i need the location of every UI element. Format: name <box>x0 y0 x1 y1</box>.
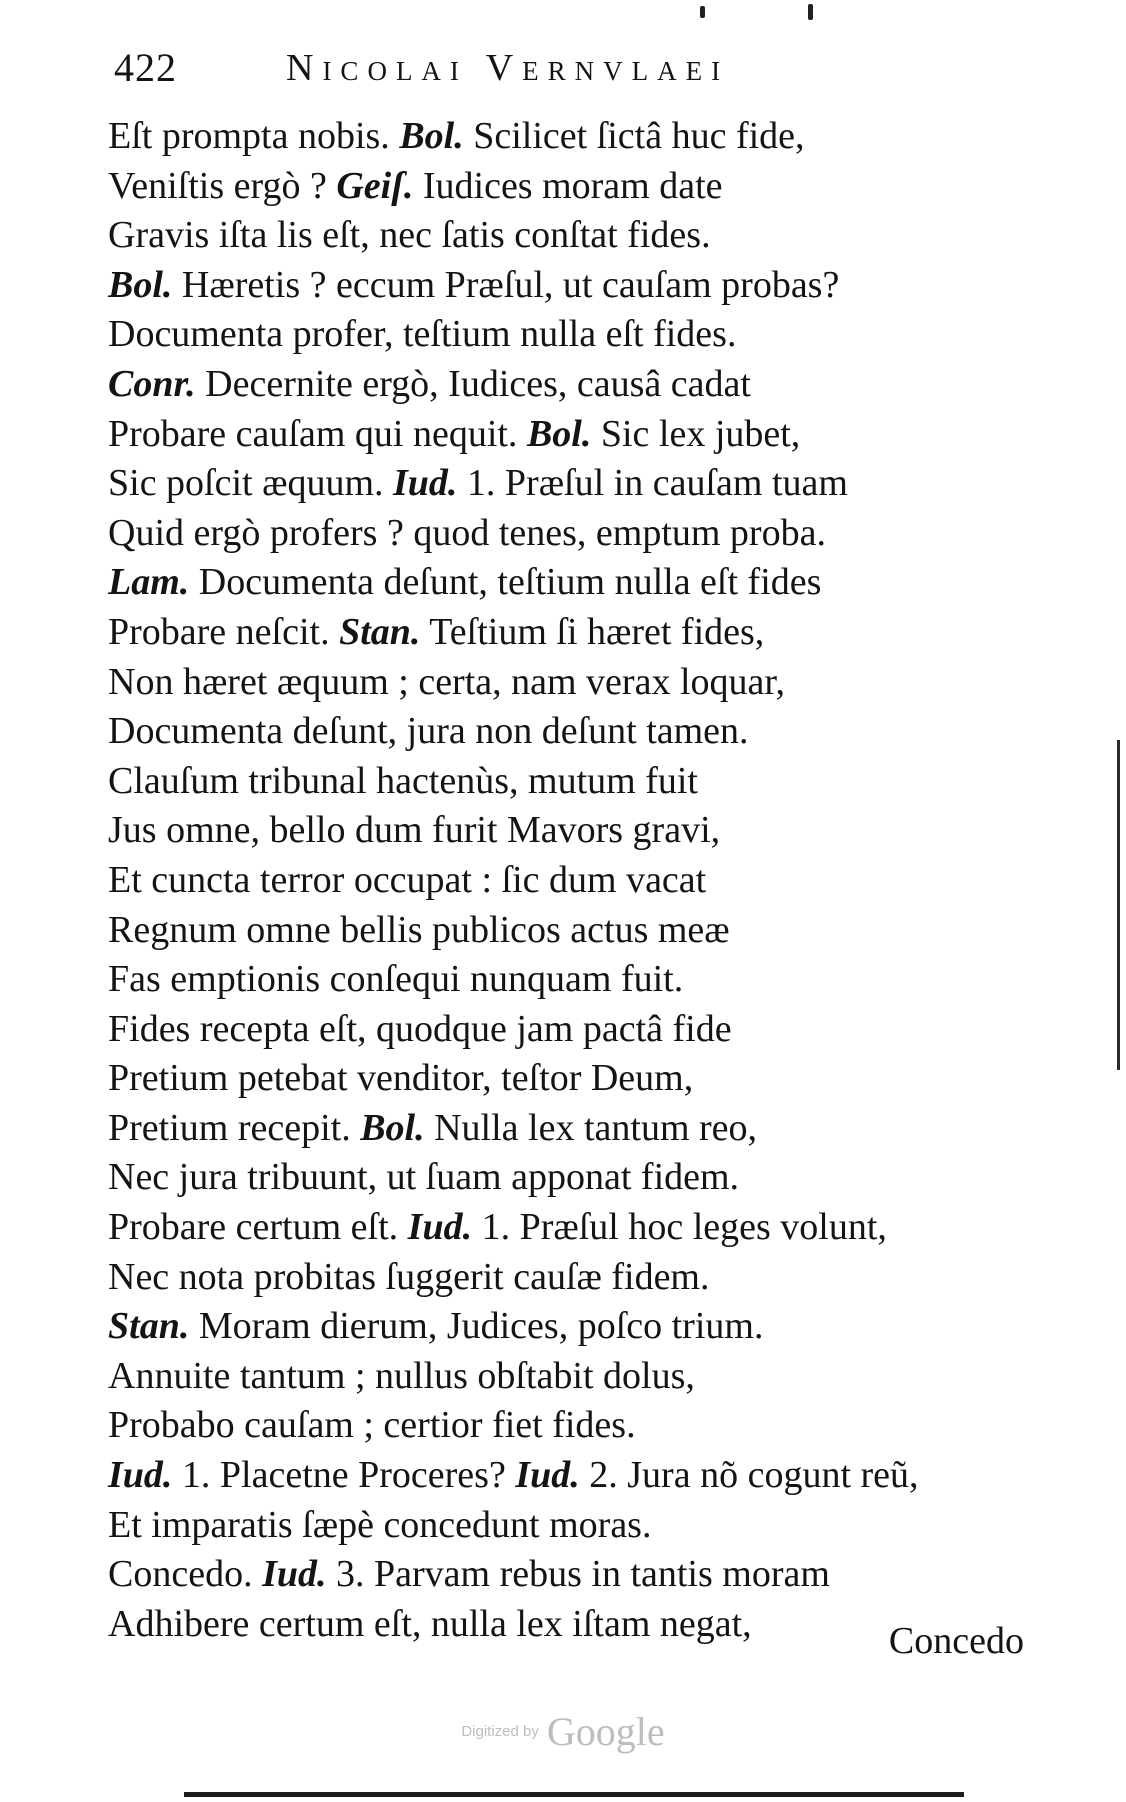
verse-line <box>108 509 1038 559</box>
verse-line <box>108 806 1038 856</box>
ink-speck <box>808 4 813 20</box>
verse-text: Moram dierum, Judices, poſco trium. <box>189 1305 764 1348</box>
verse-line <box>108 310 1038 360</box>
watermark-brand: Google <box>546 1709 665 1754</box>
verse-text: Veniſtis ergò ? <box>108 164 337 207</box>
verse-line <box>108 955 1038 1005</box>
catchword: Concedo <box>888 1620 1024 1662</box>
verse-line <box>108 1302 1038 1352</box>
verse-line <box>108 162 1038 212</box>
speaker-label: Stan. <box>339 610 421 653</box>
verse-text-block <box>108 112 1038 1649</box>
speaker-label: Iud. <box>407 1206 473 1249</box>
speaker-label: Iud. <box>515 1454 580 1497</box>
verse-text: Documenta deſunt, teſtium nulla eſt fides <box>189 561 822 604</box>
verse-line <box>108 1054 1038 1104</box>
verse-line <box>108 757 1038 807</box>
verse-line <box>108 360 1038 410</box>
speaker-label: Bol. <box>526 412 592 455</box>
verse-line <box>108 1153 1038 1203</box>
verse-text: Adhibere certum eſt, nulla lex iſtam negat, <box>108 1602 752 1645</box>
speaker-label: Iud. <box>393 462 458 505</box>
watermark-prefix: Digitized by <box>461 1723 539 1740</box>
verse-text: Annuite tantum ; nullus obſtabit dolus, <box>108 1354 695 1397</box>
verse-text: Concedo. <box>108 1553 263 1596</box>
verse-text: Quid ergò profers ? quod tenes, emptum proba. <box>108 511 826 554</box>
speaker-label: Stan. <box>108 1305 190 1348</box>
verse-text: Nec jura tribuunt, ut ſuam apponat fidem. <box>108 1156 740 1199</box>
verse-line <box>108 658 1038 708</box>
verse-line <box>108 1501 1038 1551</box>
verse-line <box>108 856 1038 906</box>
verse-line <box>108 707 1038 757</box>
verse-text: Nec nota probitas ſuggerit cauſæ fidem. <box>108 1255 710 1298</box>
verse-line <box>108 608 1038 658</box>
bottom-binding-rule <box>184 1792 964 1797</box>
verse-line <box>108 1550 1038 1600</box>
speaker-label: Conr. <box>108 362 196 405</box>
speaker-label: Iud. <box>262 1553 327 1596</box>
verse-line <box>108 211 1038 261</box>
verse-text: 1. Placetne Proceres? <box>172 1454 516 1497</box>
verse-text: Documenta profer, teſtium nulla eſt fides. <box>108 313 737 356</box>
verse-text: Gravis iſta lis eſt, nec ſatis conſtat fides. <box>108 214 711 257</box>
verse-line <box>108 1104 1038 1154</box>
verse-text: Regnum omne bellis publicos actus meæ <box>108 908 730 951</box>
verse-text: Jus omne, bello dum furit Mavors gravi, <box>108 809 721 852</box>
verse-text: 1. Præſul hoc leges volunt, <box>472 1206 887 1249</box>
verse-line <box>108 1352 1038 1402</box>
verse-text: Fas emptionis conſequi nunquam fuit. <box>108 958 684 1001</box>
ink-speck <box>700 6 705 18</box>
verse-text: Scilicet ſictâ huc fide, <box>463 115 805 157</box>
verse-line <box>108 410 1038 460</box>
verse-line <box>108 112 1038 162</box>
verse-text: Probare certum eſt. <box>108 1206 408 1249</box>
verse-text: Et imparatis ſæpè concedunt moras. <box>108 1503 652 1546</box>
verse-text: Et cuncta terror occupat : ſic dum vacat <box>108 858 707 901</box>
verse-text: Clauſum tribunal hactenùs, mutum fuit <box>108 759 698 802</box>
verse-line <box>108 1253 1038 1303</box>
digitization-watermark <box>0 1708 1126 1755</box>
verse-text: Eſt prompta nobis. <box>108 115 400 157</box>
verse-text: Fides recepta eſt, quodque jam pactâ fide <box>108 1007 732 1050</box>
verse-line <box>108 1005 1038 1055</box>
verse-text: Pretium recepit. <box>108 1106 361 1149</box>
verse-text: 2. Jura nõ cogunt reũ, <box>579 1454 919 1497</box>
speaker-label: Bol. <box>108 263 173 306</box>
speaker-label: Bol. <box>399 115 464 157</box>
speaker-label: Geiſ. <box>336 164 414 207</box>
verse-line <box>108 1451 1038 1501</box>
speaker-label: Iud. <box>108 1454 173 1497</box>
page-number: 422 <box>114 45 177 90</box>
verse-text: Probare cauſam qui nequit. <box>108 412 527 455</box>
page-edge-shadow <box>1117 740 1120 1070</box>
verse-text: Sic poſcit æquum. <box>108 462 393 505</box>
verse-text: 1. Præſul in cauſam tuam <box>457 462 848 505</box>
verse-text: Pretium petebat venditor, teſtor Deum, <box>108 1057 694 1100</box>
verse-line <box>108 1203 1038 1253</box>
verse-text: Probabo cauſam ; certior fiet fides. <box>108 1404 636 1447</box>
verse-text: Teſtium ſi hæret fides, <box>420 610 765 653</box>
verse-text: Documenta deſunt, jura non deſunt tamen. <box>108 710 749 753</box>
verse-text: Sic lex jubet, <box>591 412 801 455</box>
page-header <box>110 44 890 94</box>
verse-line <box>108 1401 1038 1451</box>
speaker-label: Bol. <box>360 1106 425 1149</box>
verse-text: 3. Parvam rebus in tantis moram <box>326 1553 830 1596</box>
verse-text: Non hæret æquum ; certa, nam verax loquar, <box>108 660 786 703</box>
verse-line <box>108 558 1038 608</box>
verse-line <box>108 459 1038 509</box>
verse-text: Hæretis ? eccum Præſul, ut cauſam probas? <box>172 263 840 306</box>
verse-text: Iudices moram date <box>413 164 723 207</box>
verse-line <box>108 906 1038 956</box>
verse-text: Nulla lex tantum reo, <box>424 1106 758 1149</box>
speaker-label: Lam. <box>108 561 190 604</box>
verse-text: Probare neſcit. <box>108 610 340 653</box>
verse-text: Decernite ergò, Iudices, causâ cadat <box>195 362 751 405</box>
verse-line <box>108 261 1038 311</box>
running-head: Nicolai Vernvlaei <box>286 47 730 89</box>
